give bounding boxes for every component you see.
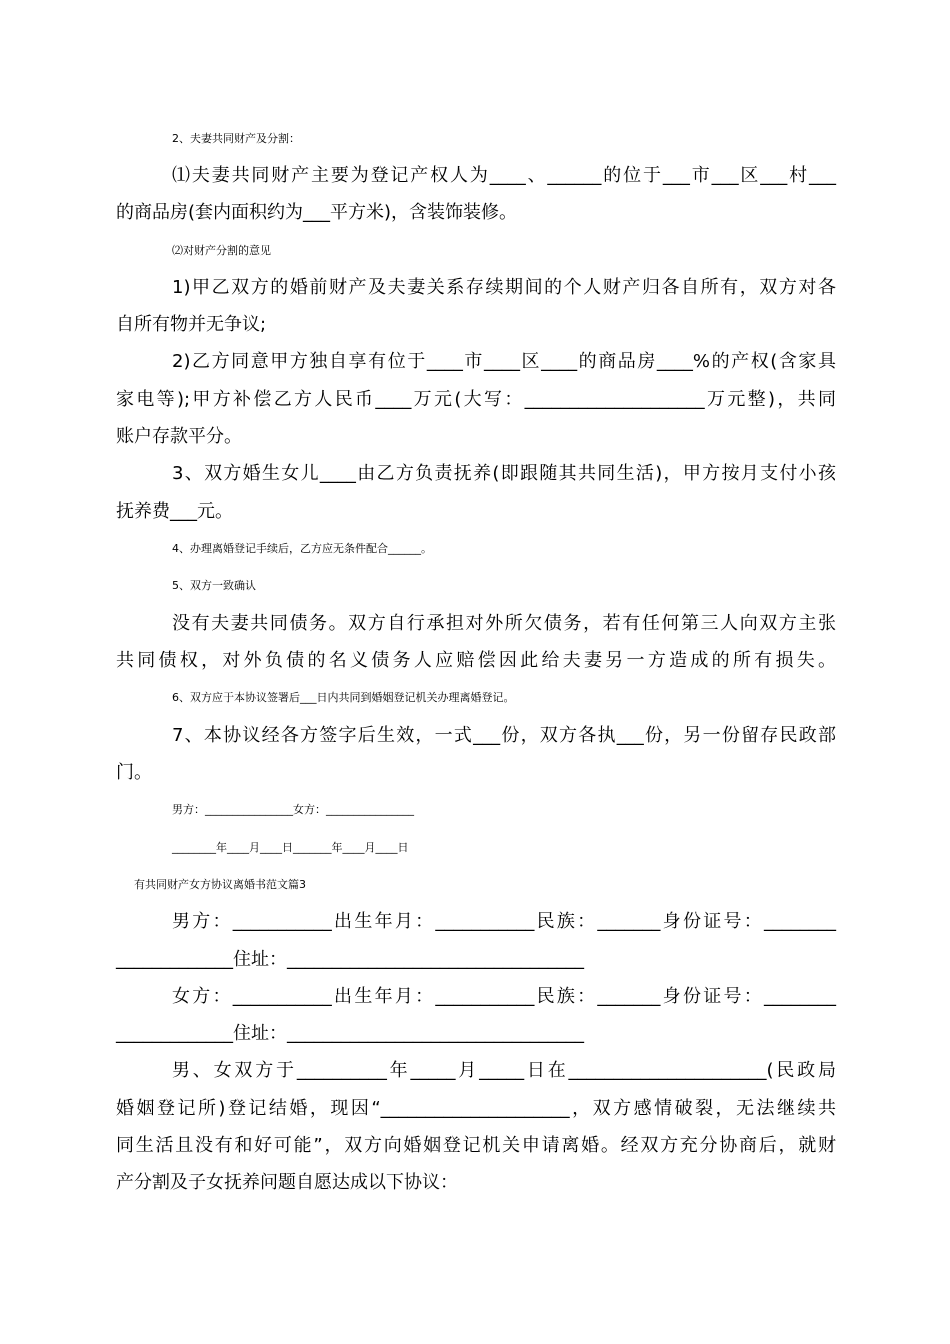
paragraph-line: 产分割及子女抚养问题自愿达成以下协议： xyxy=(116,1172,458,1193)
paragraph-line: 同生活且没有和好可能”，双方向婚姻登记机关申请离婚。经双方充分协商后，就财 xyxy=(116,1135,836,1156)
paragraph-line: 自所有物并无争议; xyxy=(116,314,267,335)
article-title: 有共同财产女方协议离婚书范文篇3 xyxy=(134,878,306,891)
paragraph-line: 2)乙方同意甲方独自享有位于____市____区____的商品房____%的产权(含家具 xyxy=(172,351,836,372)
paragraph-line: 家电等);甲方补偿乙方人民币____万元(大写：____________________万元整)，共同 xyxy=(116,389,836,410)
paragraph-line: 1)甲乙双方的婚前财产及夫妻关系存续期间的个人财产归各自所有，双方对各 xyxy=(172,277,836,298)
paragraph-line: 抚养费___元。 xyxy=(116,501,233,522)
paragraph-line: 共同债权，对外负债的名义债务人应赔偿因此给夫妻另一方造成的所有损失。 xyxy=(116,650,836,671)
party-info-line: _____________住址：_________________________________ xyxy=(116,1023,584,1044)
subsection-heading: ⑵对财产分割的意见 xyxy=(172,244,271,257)
paragraph-line: 6、双方应于本协议签署后___日内共同到婚姻登记机关办理离婚登记。 xyxy=(172,691,515,704)
paragraph-line: 4、办理离婚登记手续后，乙方应无条件配合______。 xyxy=(172,542,432,555)
paragraph-line: 门。 xyxy=(116,762,152,783)
paragraph-line: 5、双方一致确认 xyxy=(172,579,256,592)
signature-line: 男方：________________女方：________________ xyxy=(172,803,414,816)
paragraph-line: 账户存款平分。 xyxy=(116,426,242,447)
paragraph-line: 婚姻登记所)登记结婚，现因“_____________________，双方感情破裂，无法继续共 xyxy=(116,1098,836,1119)
paragraph-line: 3、双方婚生女儿____由乙方负责抚养(即跟随其共同生活)，甲方按月支付小孩 xyxy=(172,463,836,484)
party-info-line: 男方：___________出生年月：___________民族：_______身份证号：________ xyxy=(172,911,836,932)
section-2-heading: 2、夫妻共同财产及分割： xyxy=(172,132,300,145)
date-line: ________年____月____日_______年____月____日 xyxy=(172,841,409,854)
paragraph-line: 7、本协议经各方签字后生效，一式___份，双方各执___份，另一份留存民政部 xyxy=(172,725,836,746)
party-info-line: _____________住址：_________________________________ xyxy=(116,949,584,970)
paragraph-line: ⑴夫妻共同财产主要为登记产权人为____、______的位于___市___区___村___ xyxy=(172,165,836,186)
party-info-line: 女方：___________出生年月：___________民族：_______身份证号：________ xyxy=(172,986,836,1007)
paragraph-line: 的商品房(套内面积约为___平方米)，含装饰装修。 xyxy=(116,202,518,223)
paragraph-line: 男、女双方于__________年_____月_____日在______________________(民政局 xyxy=(172,1060,836,1081)
paragraph-line: 没有夫妻共同债务。双方自行承担对外所欠债务，若有任何第三人向双方主张 xyxy=(172,613,836,634)
